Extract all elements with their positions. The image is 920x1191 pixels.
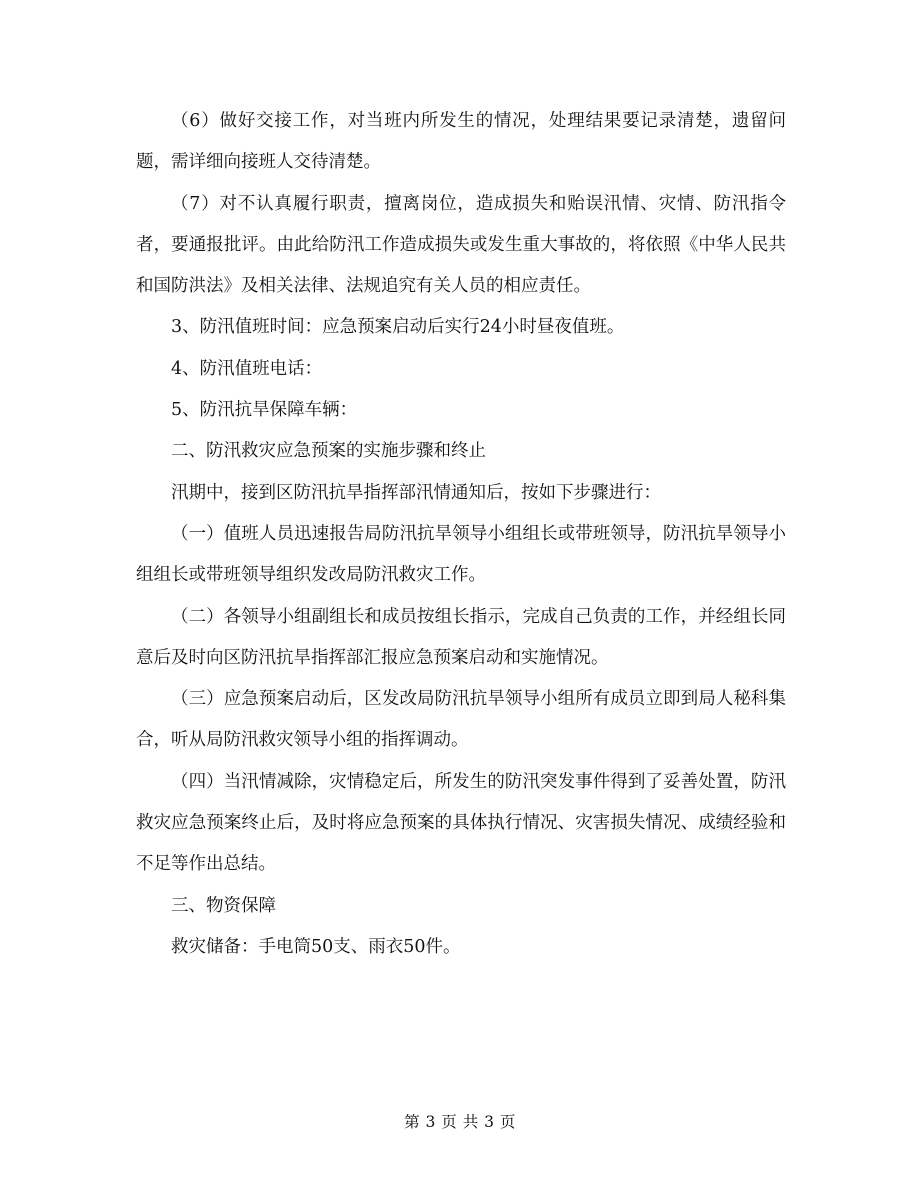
paragraph-handover: （6）做好交接工作，对当班内所发生的情况，处理结果要记录清楚，遗留问题，需详细向接班人交待清楚。 [136, 111, 786, 173]
paragraph-reserves: 救灾储备：手电筒50支、雨衣50件。 [171, 936, 461, 957]
paragraph-vehicles: 5、防汛抗旱保障车辆： [171, 400, 358, 421]
section-heading-supplies: 三、物资保障 [171, 895, 276, 916]
paragraph-duty-time: 3、防汛值班时间：应急预案启动后实行24小时昼夜值班。 [171, 317, 625, 338]
paragraph-flood-period: 汛期中，接到区防汛抗旱指挥部汛情通知后，按如下步骤进行： [171, 482, 661, 503]
paragraph-step-one: （一）值班人员迅速报告局防汛抗旱领导小组组长或带班领导，防汛抗旱领导小组组长或带班领导组织发改局防汛救灾工作。 [136, 523, 786, 586]
paragraph-step-four: （四）当汛情减除，灾情稳定后，所发生的防汛突发事件得到了妥善处置，防汛救灾应急预案终止后，及时将应急预案的具体执行情况、灾害损失情况、成绩经验和不足等作出总结。 [136, 771, 786, 875]
paragraph-step-three: （三）应急预案启动后，区发改局防汛抗旱领导小组所有成员立即到局人秘科集合，听从局防汛救灾领导小组的指挥调动。 [136, 689, 786, 751]
document-body [136, 101, 786, 968]
paragraph-step-two: （二）各领导小组副组长和成员按组长指示，完成自己负责的工作，并经组长同意后及时向区防汛抗旱指挥部汇报应急预案启动和实施情况。 [136, 606, 786, 668]
paragraph-duty-phone: 4、防汛值班电话： [171, 358, 323, 379]
section-heading-implementation: 二、防汛救灾应急预案的实施步骤和终止 [171, 441, 486, 462]
page-number-footer: 第 3 页 共 3 页 [404, 1113, 516, 1131]
paragraph-accountability: （7）对不认真履行职责，擅离岗位，造成损失和贻误汛情、灾情、防汛指令者，要通报批评。由此给防汛工作造成损失或发生重大事故的，将依照《中华人民共和国防洪法》及相关法律、法规追究有关人员的相应责任。 [136, 193, 786, 297]
